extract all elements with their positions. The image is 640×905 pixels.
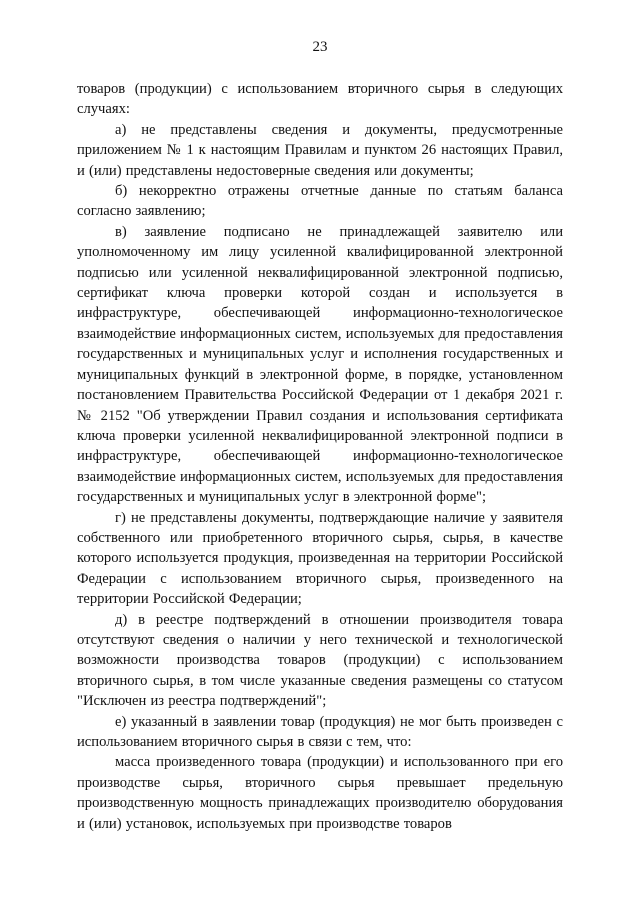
paragraph-g: г) не представлены документы, подтверждающие наличие у заявителя собственного или приобретенного вторичного сырья, сырья, в качестве которого используется продукция, произведенная на территории Российской Федерации с использованием вторичного сырья, произведенного на территории Российской Федерации; (77, 509, 563, 608)
paragraph-v: в) заявление подписано не принадлежащей заявителю или уполномоченному им лицу усиленной квалифицированной электронной подписью или усиленной неквалифицированной электронной подписью, сертификат ключа проверки которой создан и используется в инфраструктуре, обеспечивающей информационно-технологическое взаимодействие информационных систем, используемых для предоставления государственных и муниципальных услуг и исполнения государственных и муниципальных функций в электронной форме, в порядке, установленном постановлением Правительства Российской Федерации от 1 декабря 2021 г. № 2152 "Об утверждении Правил создания и использования сертификата ключа проверки усиленной неквалифицированной электронной подписи в инфраструктуре, обеспечивающей информационно-технологическое взаимодействие информационных систем, используемых для предоставления государственных и муниципальных услуг в электронной форме"; (77, 223, 563, 506)
page-number: 23 (312, 39, 328, 55)
paragraph-e: е) указанный в заявлении товар (продукция) не мог быть произведен с использованием вторичного сырья в связи с тем, что: (77, 713, 563, 750)
document-body (77, 79, 563, 834)
paragraph-mass: масса произведенного товара (продукции) и использованного при его производстве сырья, вторичного сырья превышает предельную производственную мощность принадлежащих производителю оборудования и (или) установок, используемых при производстве товаров (77, 754, 563, 832)
paragraph-intro: товаров (продукции) с использованием вторичного сырья в следующих случаях: (77, 81, 563, 118)
paragraph-d: д) в реестре подтверждений в отношении производителя товара отсутствуют сведения о наличии у него технической и технологической возможности производства товаров (продукции) с использованием вторичного сырья, в том числе указанные сведения размещены со статусом "Исключен из реестра подтверждений"; (77, 611, 563, 710)
paragraph-a: а) не представлены сведения и документы, предусмотренные приложением № 1 к настоящим Правилам и пунктом 26 настоящих Правил, и (или) представлены недостоверные сведения или документы; (77, 121, 563, 179)
paragraph-b: б) некорректно отражены отчетные данные по статьям баланса согласно заявлению; (77, 183, 563, 220)
